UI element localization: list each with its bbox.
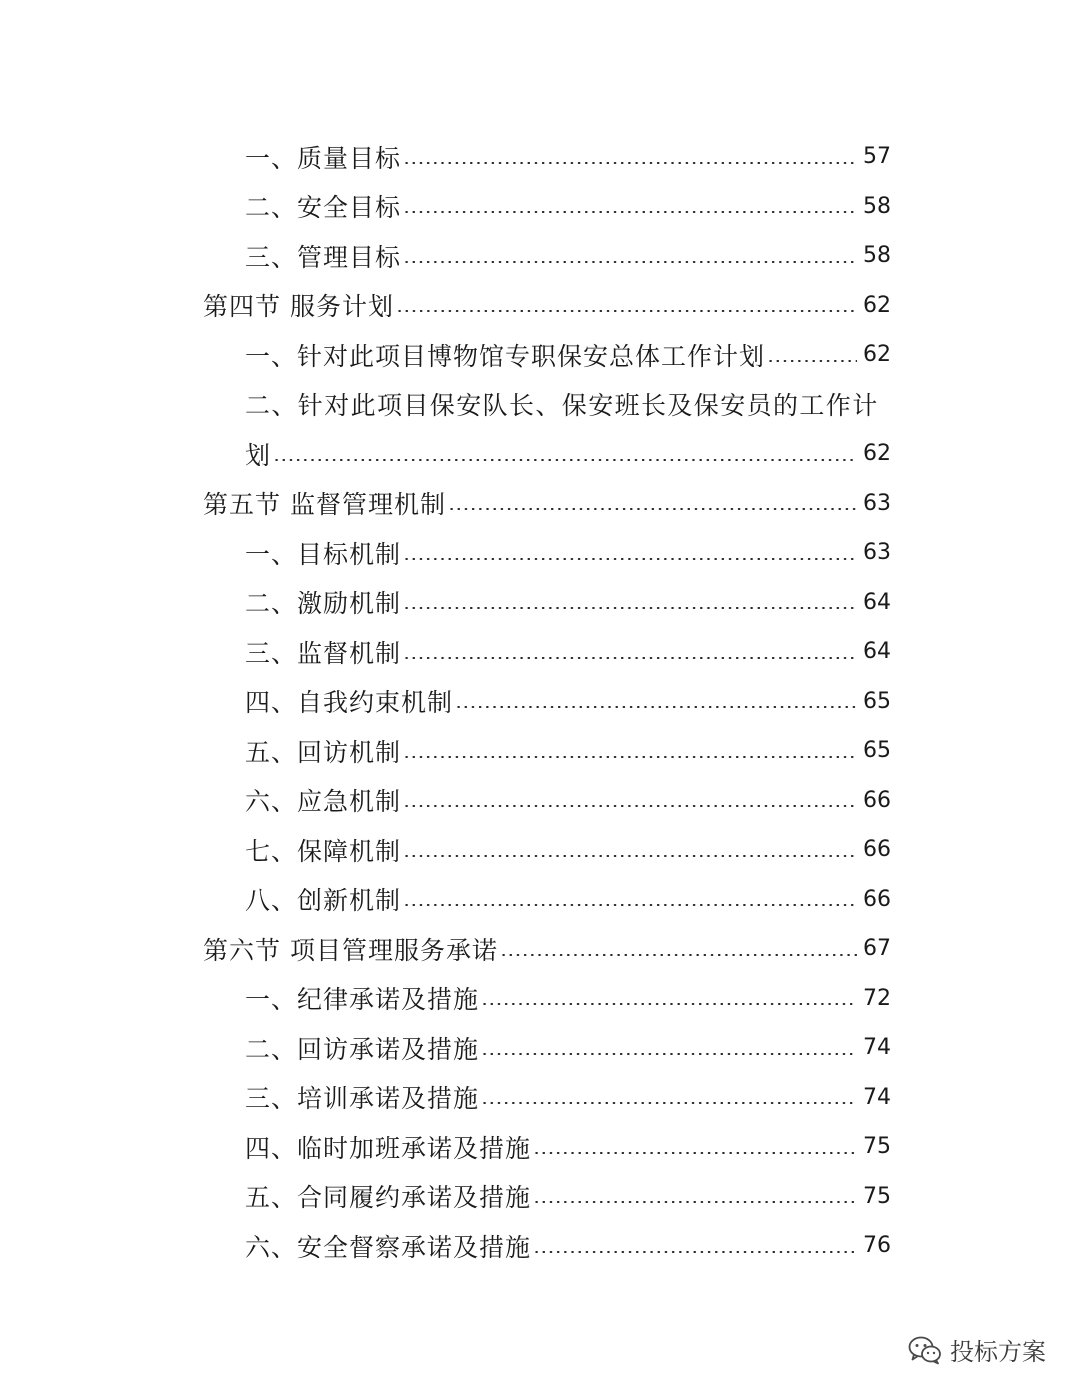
toc-entry-title: 三、培训承诺及措施: [245, 1084, 480, 1114]
toc-entry-title: 七、保障机制: [245, 836, 402, 866]
source-watermark: [908, 1332, 1046, 1367]
toc-entry-title: 六、安全督察承诺及措施: [245, 1232, 532, 1262]
toc-entry[interactable]: [0, 1172, 1080, 1222]
toc-entry-title: 五、合同履约承诺及措施: [245, 1183, 532, 1213]
dot-leader: [500, 954, 857, 956]
dot-leader: [448, 508, 857, 510]
toc-section-entry[interactable]: [0, 479, 1080, 529]
table-of-contents: [0, 132, 1080, 1271]
toc-section-title: 第六节 项目管理服务承诺: [203, 935, 498, 965]
toc-entry[interactable]: [0, 1073, 1080, 1123]
toc-entry[interactable]: [0, 825, 1080, 875]
toc-entry-title-continuation: 划: [245, 440, 272, 470]
toc-entry-title: 一、质量目标: [245, 143, 402, 173]
toc-entry[interactable]: [0, 974, 1080, 1024]
toc-entry-wrapped[interactable]: [0, 380, 1080, 430]
toc-entry[interactable]: [0, 875, 1080, 925]
toc-section-entry[interactable]: [0, 924, 1080, 974]
toc-entry-title: 四、自我约束机制: [245, 688, 454, 718]
toc-entry[interactable]: [0, 1023, 1080, 1073]
dot-leader: [396, 310, 857, 312]
toc-entry-continuation[interactable]: [0, 429, 1080, 479]
toc-entry[interactable]: [0, 1122, 1080, 1172]
dot-leader: [533, 1201, 857, 1203]
toc-entry-page: 65: [863, 688, 891, 714]
toc-entry-page: 66: [863, 837, 891, 863]
toc-entry-page: 64: [863, 589, 891, 615]
toc-entry-title: 三、监督机制: [245, 638, 402, 668]
toc-entry[interactable]: [0, 528, 1080, 578]
dot-leader: [403, 211, 857, 213]
dot-leader: [403, 855, 857, 857]
toc-entry-title: 二、激励机制: [245, 589, 402, 619]
toc-entry-page: 66: [863, 787, 891, 813]
toc-entry[interactable]: [0, 578, 1080, 628]
toc-entry-title: 四、临时加班承诺及措施: [245, 1133, 532, 1163]
toc-entry[interactable]: [0, 677, 1080, 727]
dot-leader: [403, 756, 857, 758]
toc-entry-page: 67: [863, 936, 891, 962]
toc-entry[interactable]: [0, 132, 1080, 182]
toc-entry[interactable]: [0, 627, 1080, 677]
toc-section-entry[interactable]: [0, 281, 1080, 331]
dot-leader: [481, 1003, 857, 1005]
toc-entry-title: 八、创新机制: [245, 886, 402, 916]
dot-leader: [403, 607, 857, 609]
toc-entry-title: 二、针对此项目保安队长、保安班长及保安员的工作计: [245, 391, 879, 421]
dot-leader: [533, 1152, 857, 1154]
toc-entry-page: 58: [863, 193, 891, 219]
watermark-text: 投标方案: [950, 1338, 1046, 1366]
toc-entry-page: 72: [863, 985, 891, 1011]
toc-entry[interactable]: [0, 1221, 1080, 1271]
toc-entry-page: 62: [863, 292, 891, 318]
dot-leader: [455, 706, 857, 708]
toc-entry-title: 一、纪律承诺及措施: [245, 985, 480, 1015]
dot-leader: [403, 904, 857, 906]
dot-leader: [403, 805, 857, 807]
toc-entry-page: 58: [863, 243, 891, 269]
toc-entry-page: 74: [863, 1084, 891, 1110]
dot-leader: [403, 558, 857, 560]
toc-entry-page: 76: [863, 1233, 891, 1259]
toc-entry-page: 57: [863, 144, 891, 170]
wechat-icon: [908, 1335, 942, 1365]
toc-entry-title: 二、回访承诺及措施: [245, 1034, 480, 1064]
toc-entry[interactable]: [0, 726, 1080, 776]
toc-section-title: 第五节 监督管理机制: [203, 490, 446, 520]
toc-entry-page: 62: [863, 441, 891, 467]
dot-leader: [273, 459, 857, 461]
toc-section-title: 第四节 服务计划: [203, 292, 394, 322]
dot-leader: [481, 1102, 857, 1104]
toc-entry-title: 六、应急机制: [245, 787, 402, 817]
dot-leader: [767, 360, 857, 362]
dot-leader: [533, 1251, 857, 1253]
toc-entry[interactable]: [0, 182, 1080, 232]
toc-entry-page: 75: [863, 1134, 891, 1160]
toc-entry[interactable]: [0, 330, 1080, 380]
toc-entry[interactable]: [0, 231, 1080, 281]
toc-entry-page: 66: [863, 886, 891, 912]
dot-leader: [481, 1053, 857, 1055]
toc-entry-page: 64: [863, 639, 891, 665]
dot-leader: [403, 261, 857, 263]
toc-entry-title: 二、安全目标: [245, 193, 402, 223]
toc-entry-title: 三、管理目标: [245, 242, 402, 272]
toc-entry-page: 74: [863, 1035, 891, 1061]
toc-entry-title: 一、目标机制: [245, 539, 402, 569]
dot-leader: [403, 657, 857, 659]
toc-entry-page: 63: [863, 540, 891, 566]
toc-entry-page: 75: [863, 1183, 891, 1209]
toc-entry-title: 一、针对此项目博物馆专职保安总体工作计划: [245, 341, 766, 371]
toc-entry-page: 62: [863, 342, 891, 368]
toc-entry[interactable]: [0, 776, 1080, 826]
toc-entry-title: 五、回访机制: [245, 737, 402, 767]
toc-entry-page: 63: [863, 490, 891, 516]
dot-leader: [403, 162, 857, 164]
toc-entry-page: 65: [863, 738, 891, 764]
